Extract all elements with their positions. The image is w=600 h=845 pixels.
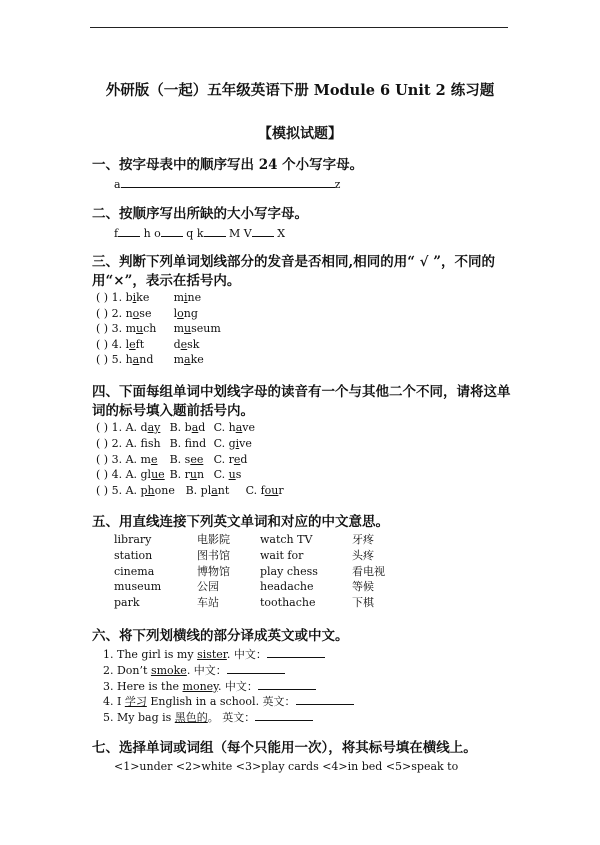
underlined-letters: e (233, 452, 241, 466)
pronunciation-item (96, 338, 199, 352)
word-2 (174, 353, 204, 366)
odd-one-out-item (96, 453, 247, 467)
word-part: B. s (169, 452, 191, 466)
underlined-phrase: sister (197, 648, 227, 661)
word-part: nd (192, 436, 207, 450)
english-word: wait for (260, 548, 304, 562)
answer-blank (296, 694, 354, 705)
sentence-start: 3. Here is the (103, 679, 183, 693)
underlined-letters: ue (151, 468, 165, 482)
letter-group: h o (143, 227, 161, 240)
word-1 (126, 307, 174, 321)
underlined-letters: ou (264, 484, 279, 498)
word-part: nd (139, 353, 154, 366)
section-1-end: z (334, 178, 341, 191)
answer-blank (255, 710, 313, 721)
translation-item (103, 710, 313, 725)
word-part: ke (190, 353, 204, 366)
word-part: n (197, 468, 205, 482)
word-part: m (173, 353, 185, 366)
word-part: s (235, 468, 242, 482)
word-part: d (173, 337, 181, 351)
underlined-letters: u (136, 322, 144, 335)
word-part: B. f (169, 436, 192, 450)
translation-item (103, 694, 354, 709)
word-1 (126, 291, 174, 305)
word-part: A. (125, 484, 141, 498)
word-part: d (240, 452, 248, 466)
word-part: B. r (169, 468, 190, 482)
word-part: h (125, 353, 133, 366)
answer-bracket: ( ) (96, 291, 112, 304)
option-a (126, 484, 186, 498)
option-b (186, 484, 246, 498)
answer-blank (161, 226, 183, 237)
english-word: headache (260, 580, 314, 594)
translation-item (103, 663, 285, 678)
section-1-start: a (114, 178, 121, 191)
odd-one-out-item (96, 437, 252, 451)
underlined-letters: e (129, 337, 136, 351)
underlined-phrase: 黑色的 (174, 711, 208, 725)
word-part: d (198, 421, 206, 434)
word-part: n (125, 306, 133, 320)
word-2 (174, 307, 198, 320)
underlined-letters: ph (140, 484, 155, 498)
sentence-start: 4. I (103, 695, 125, 709)
underlined-phrase: money (182, 679, 218, 693)
word-part: C. g (213, 436, 236, 450)
underlined-letters: a (235, 421, 243, 434)
underlined-letters: a (211, 484, 218, 498)
english-word: library (114, 533, 152, 546)
sentence-end: . 中文： (226, 648, 267, 661)
option-a (126, 437, 170, 451)
word-part: l (125, 337, 130, 351)
top-rule (90, 27, 508, 28)
sentence-start: 2. Don’t (103, 663, 151, 677)
answer-bracket: ( ) (96, 468, 112, 482)
answer-bracket: ( ) (96, 322, 112, 335)
option-c (214, 421, 255, 434)
word-part: m (173, 322, 185, 335)
word-part: A. d (125, 421, 148, 434)
underlined-letters: u (228, 468, 236, 482)
letter-group: q k (186, 227, 204, 240)
sentence-end: 。 英文： (207, 711, 256, 725)
underlined-phrase: 学习 (124, 695, 147, 709)
option-a (126, 453, 170, 467)
item-number: 2. (111, 306, 126, 320)
section-2-heading: 二、按顺序写出所缺的大小写字母。 (92, 206, 308, 222)
item-number: 4. (111, 337, 126, 351)
underlined-phrase: smoke (150, 663, 187, 677)
item-number: 2. (111, 436, 126, 450)
pronunciation-item (96, 353, 204, 367)
underlined-letters: u (184, 322, 192, 335)
odd-one-out-item (96, 421, 255, 435)
item-number: 3. (111, 452, 126, 466)
english-word: station (114, 548, 153, 562)
answer-blank (252, 226, 274, 237)
section-5-heading: 五、用直线连接下列英文单词和对应的中文意思。 (92, 514, 389, 530)
section-1-line (114, 177, 340, 192)
letter-group: M V (229, 227, 252, 240)
answer-bracket: ( ) (96, 436, 112, 450)
odd-one-out-item (96, 468, 241, 482)
underlined-letters: i (132, 291, 137, 304)
section-7-heading: 七、选择单词或词组（每个只能用一次），将其标号填在横线上。 (92, 740, 477, 756)
word-2 (174, 291, 202, 304)
answer-blank (121, 177, 335, 188)
chinese-meaning: 图书馆 (197, 548, 230, 562)
word-part: ft (135, 337, 145, 351)
english-word: watch TV (260, 533, 313, 546)
translation-item (103, 647, 325, 662)
answer-bracket: ( ) (96, 337, 112, 351)
chinese-meaning: 车站 (197, 596, 219, 610)
word-part: A. m (125, 452, 151, 466)
word-part: ve (239, 436, 252, 450)
chinese-meaning: 等候 (352, 580, 374, 594)
underlined-letters: e (150, 452, 158, 466)
word-part: A. f (125, 436, 148, 450)
option-c (214, 453, 248, 466)
option-c (214, 437, 252, 450)
word-part: B. b (169, 421, 192, 434)
underlined-letters: a (191, 421, 199, 434)
word-part: B. pl (185, 484, 212, 498)
underlined-letters: ay (147, 421, 161, 434)
chinese-meaning: 看电视 (352, 564, 385, 578)
sentence-start: 1. The girl is my (103, 648, 198, 661)
letter-group: f (114, 227, 119, 240)
english-word: museum (114, 580, 162, 594)
word-part: b (125, 291, 133, 304)
word-part: A. gl (125, 468, 152, 482)
word-part: m (125, 322, 137, 335)
item-number: 1. (111, 421, 126, 434)
underlined-letters: a (132, 353, 140, 366)
word-2 (174, 338, 200, 351)
word-2 (174, 322, 221, 335)
section-7-options: <1>under <2>white <3>play cards <4>in bed <5>speak to (114, 760, 459, 773)
option-a (126, 421, 170, 435)
word-part: C. h (213, 421, 236, 434)
answer-blank (227, 663, 285, 674)
section-1-heading: 一、按字母表中的顺序写出 24 个小写字母。 (92, 157, 364, 173)
section-6-heading: 六、将下列划横线的部分译成英文或中文。 (92, 628, 349, 644)
english-word: play chess (260, 564, 318, 578)
underlined-letters: i (235, 436, 240, 450)
word-part: seum (191, 322, 221, 335)
chinese-meaning: 公园 (197, 580, 219, 594)
word-part: l (173, 306, 178, 320)
answer-bracket: ( ) (96, 484, 112, 498)
word-1 (126, 322, 174, 336)
item-number: 5. (111, 353, 126, 366)
sentence-start: 5. My bag is (103, 711, 175, 725)
sentence-end: . 中文： (217, 679, 258, 693)
word-part: sh (147, 436, 161, 450)
word-part: se (139, 306, 152, 320)
page-title: 外研版（一起）五年级英语下册 Module 6 Unit 2 练习题 (105, 82, 495, 99)
english-word: cinema (114, 564, 155, 578)
pronunciation-item (96, 291, 201, 305)
word-part: C. r (213, 452, 234, 466)
pronunciation-item (96, 307, 198, 321)
answer-blank (204, 226, 226, 237)
underlined-letters: o (177, 306, 184, 320)
word-1 (126, 353, 174, 367)
underlined-letters: e (180, 337, 188, 351)
word-part: ve (242, 421, 255, 434)
pronunciation-item (96, 322, 221, 336)
word-part: nt (217, 484, 230, 498)
option-b (170, 468, 214, 482)
word-part: ne (187, 291, 202, 304)
word-part: sk (187, 337, 200, 351)
chinese-meaning: 电影院 (197, 533, 230, 546)
chinese-meaning: 下棋 (352, 596, 374, 610)
translation-item (103, 679, 316, 694)
letter-group: X (277, 227, 286, 240)
section-3-heading: 三、判断下列单词划线部分的发音是否相同,相同的用“ √ ”，不同的用“×”，表示在括号内。 (92, 254, 496, 289)
page-subtitle: 【模拟试题】 (258, 126, 342, 142)
english-word: park (114, 596, 140, 610)
option-c (246, 484, 284, 497)
sentence-end: English in a school. 英文： (146, 695, 296, 709)
answer-blank (258, 679, 316, 690)
answer-blank (118, 226, 140, 237)
section-2-line (114, 226, 285, 241)
answer-bracket: ( ) (96, 353, 112, 366)
underlined-letters: ee (190, 452, 204, 466)
option-b (170, 421, 214, 435)
underlined-letters: o (132, 306, 140, 320)
section-4-heading: 四、下面每组单词中划线字母的读音有一个与其他二个不同，请将这单词的标号填入题前括号内。 (92, 384, 511, 419)
word-part: ch (143, 322, 157, 335)
chinese-meaning: 牙疼 (352, 533, 374, 546)
english-word: toothache (260, 596, 316, 610)
underlined-letters: i (184, 291, 188, 304)
underlined-letters: u (189, 468, 198, 482)
answer-bracket: ( ) (96, 421, 112, 434)
item-number: 3. (111, 322, 126, 335)
underlined-letters: a (184, 353, 191, 366)
word-part: ng (183, 306, 198, 320)
option-b (170, 453, 214, 467)
word-1 (126, 338, 174, 352)
sentence-end: . 中文： (186, 663, 227, 677)
option-b (170, 437, 214, 451)
word-part: m (173, 291, 185, 304)
odd-one-out-item (96, 484, 284, 498)
item-number: 4. (111, 468, 126, 482)
word-part: ke (136, 291, 150, 304)
item-number: 1. (111, 291, 126, 304)
word-part: C. (213, 468, 229, 482)
word-part: one (154, 484, 175, 498)
option-c (214, 468, 242, 481)
chinese-meaning: 头疼 (352, 548, 374, 562)
word-part: r (278, 484, 284, 498)
answer-bracket: ( ) (96, 452, 112, 466)
answer-bracket: ( ) (96, 306, 112, 320)
answer-blank (267, 647, 325, 658)
item-number: 5. (111, 484, 126, 498)
chinese-meaning: 博物馆 (197, 564, 230, 578)
word-part: C. f (245, 484, 265, 498)
option-a (126, 468, 170, 482)
